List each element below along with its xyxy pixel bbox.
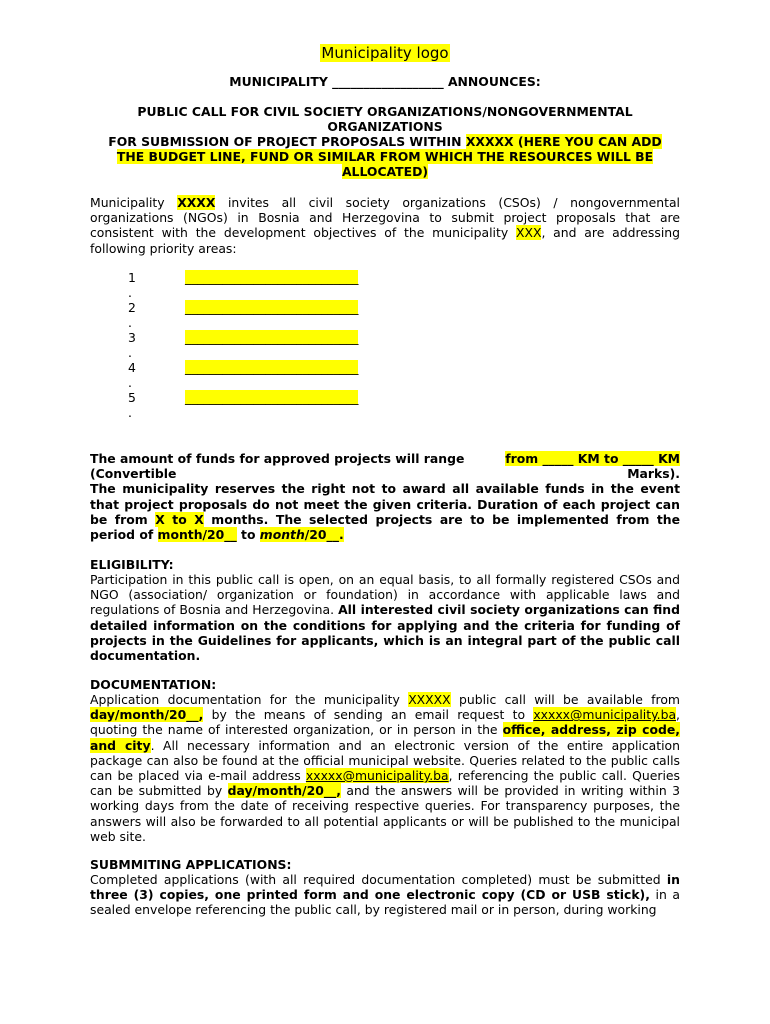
announcement-line: MUNICIPALITY __________________ ANNOUNCES: (229, 74, 541, 89)
municipality-logo-placeholder: Municipality logo (321, 44, 449, 62)
priority-area-item: 4 . ____________________________ (128, 360, 359, 390)
email-link[interactable]: xxxxx@municipality.ba (305, 768, 449, 784)
priority-area-item: 5 . ____________________________ (128, 390, 359, 420)
submitting-heading: SUBMMITING APPLICATIONS: (90, 857, 292, 872)
submitting-paragraph: Completed applications (with all required documentation completed) must be submitted in three (3) copies, one printed form and one electronic copy (CD or USB stick), in a sealed envelope referencing the public call, by registered mail or in person, during working (90, 872, 680, 918)
funds-paragraph: The amount of funds for approved projects will range from _____ KM to _____ KM (Convertible Marks). The municipality reserves the right not to award all available funds in the event that project proposals do not meet the given criteria. Duration of each project can be from X to X months. The selected projects are to be implemented from the period of month/20__ to month/20__. (90, 451, 681, 543)
eligibility-heading: ELIGIBILITY: (90, 557, 174, 572)
priority-area-item: 2 . ____________________________ (128, 300, 359, 330)
intro-paragraph: Municipality XXXX invites all civil society organizations (CSOs) / nongovernmental organizations (NGOs) in Bosnia and Herzegovina to submit project proposals that are consistent with the development objectives of the municipality XXX, and are addressing following priority areas: (90, 195, 680, 256)
documentation-paragraph: Application documentation for the municipality XXXXX public call will be available from day/month/20__, by the means of sending an email request to xxxxx@municipality.ba, quoting the name of interested organization, or in person in the office, address, zip code, and city. All necessary information and an electronic version of the entire application package can also be found at the official municipal website. Queries related to the public calls can be placed via e-mail address xxxxx@municipality.ba, referencing the public call. Queries can be submitted by day/month/20__, and the answers will be provided in writing within 3 working days from the date of receiving respective queries. For transparency purposes, the answers will also be forwarded to all potential applicants or will be published to the municipal web site. (90, 692, 680, 844)
priority-area-item: 1 . ____________________________ (128, 270, 359, 300)
document-title: PUBLIC CALL FOR CIVIL SOCIETY ORGANIZATIONS/NONGOVERNMENTAL ORGANIZATIONS FOR SUBMISSION OF PROJECT PROPOSALS WITHIN XXXXX (HERE YOU CAN ADD THE BUDGET LINE, FUND OR SIMILAR FROM WHICH THE RESOURCES WILL BE ALLOCATED) (108, 104, 662, 179)
priority-area-item: 3 . ____________________________ (128, 330, 359, 360)
eligibility-paragraph: Participation in this public call is open, on an equal basis, to all formally registered CSOs and NGO (association/ organization or foundation) in accordance with applicable laws and regulations of Bosnia and Herzegovina. All interested civil society organizations can find detailed information on the conditions for applying and the criteria for funding of projects in the Guidelines for applicants, which is an integral part of the public call documentation. (90, 572, 680, 664)
documentation-heading: DOCUMENTATION: (90, 677, 217, 692)
email-link[interactable]: xxxxx@municipality.ba (533, 707, 677, 723)
